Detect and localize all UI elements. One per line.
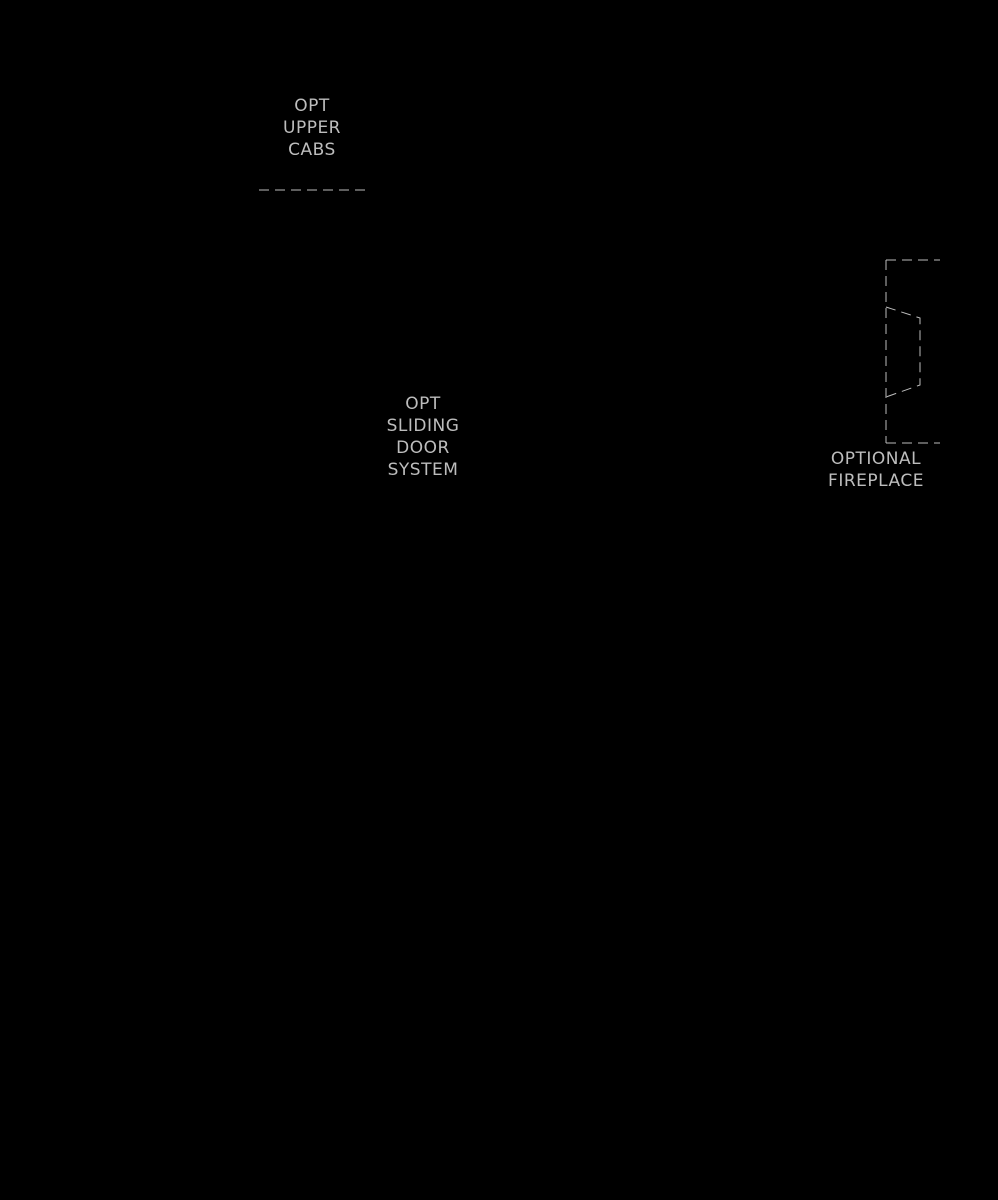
upper-cabs-label-line-1: OPT bbox=[294, 96, 330, 116]
upper-cabs-label bbox=[262, 95, 362, 161]
fireplace-outline bbox=[886, 260, 940, 443]
fireplace-hearth-shape bbox=[886, 307, 920, 397]
sliding-door-label-line-3: DOOR bbox=[396, 438, 450, 458]
sliding-door-label-line-4: SYSTEM bbox=[387, 460, 459, 480]
sliding-door-label-line-1: OPT bbox=[405, 394, 441, 414]
fireplace-label-line-2: FIREPLACE bbox=[828, 471, 924, 491]
fireplace-label bbox=[810, 448, 942, 492]
fireplace-label-line-1: OPTIONAL bbox=[830, 449, 922, 469]
sliding-door-label-line-2: SLIDING bbox=[386, 416, 460, 436]
upper-cabs-label-line-2: UPPER bbox=[283, 118, 341, 138]
upper-cabs-label-line-3: CABS bbox=[288, 140, 336, 160]
sliding-door-label bbox=[368, 393, 478, 481]
